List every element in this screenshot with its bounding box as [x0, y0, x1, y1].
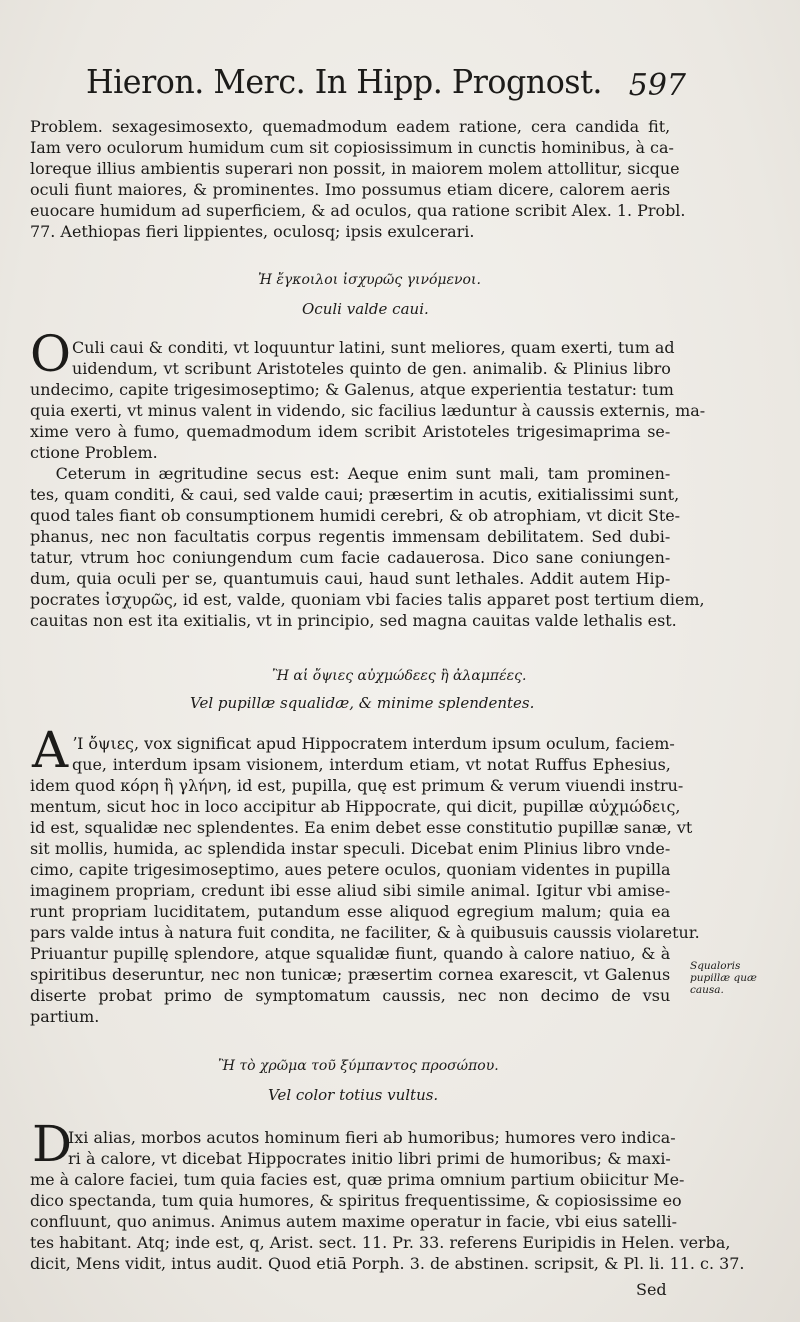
- drop-cap: A: [32, 721, 69, 779]
- text-line: imaginem propriam, credunt ibi esse aliud sibi simile animal. Igitur vbi amise-: [30, 881, 671, 900]
- text-line: euocare humidum ad superficiem, & ad oculos, qua ratione scribit Alex. 1. Probl.: [30, 201, 686, 220]
- text-block-section3-cap: [68, 1127, 680, 1169]
- text-line: Priuantur pupillę splendore, atque squalidæ fiunt, quando à calore natiuo, & à: [30, 944, 671, 963]
- text-line: Ixi alias, morbos acutos hominum fieri ab humoribus; humores vero indica-: [68, 1128, 676, 1147]
- text-line: xime vero à fumo, quemadmodum idem scribit Aristoteles trigesimaprima se-: [30, 422, 671, 441]
- text-block-section2: [30, 775, 700, 1027]
- text-line: que, interdum ipsam visionem, interdum etiam, vt notat Ruffus Ephesius,: [72, 755, 671, 774]
- text-line: pocrates ἰσχυρῶς, id est, valde, quoniam vbi facies talis apparet post tertium diem,: [30, 590, 705, 609]
- text-line: pars valde intus à natura fuit condita, ne faciliter, & à quibusuis caussis violaretur.: [30, 923, 700, 942]
- text-line: ctione Problem.: [30, 443, 158, 462]
- text-line: confluunt, quo animus. Animus autem maxime operatur in facie, vbi eius satelli-: [30, 1212, 678, 1231]
- text-line: Problem. sexagesimosexto, quemadmodum eadem ratione, cera candida fit,: [30, 117, 671, 136]
- text-line: id est, squalidæ nec splendentes. Ea enim debet esse constitutio pupillæ sanæ, vt: [30, 818, 693, 837]
- margin-note-line: Squaloris: [690, 960, 741, 972]
- page-number: 597: [628, 68, 686, 103]
- text-line: phanus, nec non facultatis corpus regentis immensam debilitatem. Sed dubi-: [30, 527, 671, 546]
- text-line: quia exerti, vt minus valent in videndo, sic facilius læduntur à caussis externis, ma-: [30, 401, 706, 420]
- text-block-section1: [30, 379, 706, 631]
- text-line: tes, quam conditi, & caui, sed valde caui; præsertim in acutis, exitialissimi sunt,: [30, 485, 680, 504]
- text-line: tes habitant. Atq; inde est, q, Arist. sect. 11. Pr. 33. referens Euripidis in Helen. verba,: [30, 1233, 731, 1252]
- text-line: 77. Aethiopas fieri lippientes, oculosq; ipsis exulcerari.: [30, 222, 475, 241]
- text-line: runt propriam luciditatem, putandum esse aliquod egregium malum; quia ea: [30, 902, 671, 921]
- text-block-1: [30, 116, 686, 242]
- text-line: loreque illius ambientis superari non possit, in maiorem molem attollitur, sicque: [30, 159, 680, 178]
- text-line: cauitas non est ita exitialis, vt in principio, sed magna cauitas valde lethalis est.: [30, 611, 677, 630]
- catchword: Sed: [636, 1280, 667, 1299]
- text-block-section3: [30, 1169, 745, 1274]
- page-header: [86, 62, 686, 114]
- text-line: ʼΙ ὄψιες, vox significat apud Hippocratem interdum ipsum oculum, faciem-: [72, 734, 675, 753]
- margin-note: [690, 960, 757, 996]
- text-line: cimo, capite trigesimoseptimo, aues petere oculos, quoniam videntes in pupilla: [30, 860, 671, 879]
- text-line: dico spectanda, tum quia humores, & spiritus frequentissime, & copiosissime eo: [30, 1191, 682, 1210]
- text-line: sit mollis, humida, ac splendida instar speculi. Dicebat enim Plinius libro vnde-: [30, 839, 671, 858]
- text-line: ri à calore, vt dicebat Hippocrates initio libri primi de humoribus; & maxi-: [68, 1149, 671, 1168]
- latin-lemma: Vel color totius vultus.: [268, 1086, 439, 1104]
- text-line: tatur, vtrum hoc coniungendum cum facie cadauerosa. Dico sane coniungen-: [30, 548, 671, 567]
- text-line: oculi fiunt maiores, & prominentes. Imo possumus etiam dicere, calorem aeris: [30, 180, 671, 199]
- text-line: dicit, Mens vidit, intus audit. Quod etiā Porph. 3. de abstinen. scripsit, & Pl. li. 11. c. 37.: [30, 1254, 745, 1273]
- text-line: dum, quia oculi per se, quantumuis caui, haud sunt lethales. Addit autem Hip-: [30, 569, 671, 588]
- text-line: me à calore faciei, tum quia facies est, quæ prima omnium partium obiicitur Me-: [30, 1170, 685, 1189]
- text-line: uidendum, vt scribunt Aristoteles quinto de gen. animalib. & Plinius libro: [72, 359, 671, 378]
- text-block-section1-cap: [72, 337, 680, 379]
- text-line: undecimo, capite trigesimoseptimo; & Galenus, atque experientia testatur: tum: [30, 380, 674, 399]
- greek-lemma: Ἢ τὸ χρῶμα τοῦ ξύμπαντος προσώπου.: [218, 1058, 499, 1074]
- text-line: Iam vero oculorum humidum cum sit copiosissimum in cunctis hominibus, à ca-: [30, 138, 674, 157]
- text-block-section2-cap: [72, 733, 680, 775]
- text-line: idem quod κόρη ἢ γλήνη, id est, pupilla, quę est primum & verum viuendi instru-: [30, 776, 684, 795]
- drop-cap: D: [32, 1115, 73, 1173]
- text-line: Ceterum in ægritudine secus est: Aeque enim sunt mali, tam prominen-: [55, 464, 671, 483]
- drop-cap: O: [30, 325, 71, 383]
- margin-note-line: causa.: [690, 984, 724, 996]
- greek-lemma: Ἠ ἔγκοιλοι ἰσχυρῶς γινόμενοι.: [258, 272, 481, 288]
- greek-lemma: Ἢ αἱ ὄψιες αὐχμώδεες ἢ ἀλαμπέες.: [272, 668, 527, 684]
- text-line: mentum, sicut hoc in loco accipitur ab Hippocrate, qui dicit, pupillæ αὐχμώδεις,: [30, 797, 681, 816]
- text-line: spiritibus deseruntur, nec non tunicæ; præsertim cornea exarescit, vt Galenus: [30, 965, 671, 984]
- text-line: partium.: [30, 1007, 100, 1026]
- text-line: diserte probat primo de symptomatum caussis, nec non decimo de vsu: [30, 986, 671, 1005]
- text-line: quod tales fiant ob consumptionem humidi cerebri, & ob atrophiam, vt dicit Ste-: [30, 506, 681, 525]
- margin-note-line: pupillæ quæ: [690, 972, 757, 984]
- latin-lemma: Oculi valde caui.: [302, 300, 429, 318]
- latin-lemma: Vel pupillæ squalidæ, & minime splendentes.: [190, 694, 535, 712]
- text-line: Culi caui & conditi, vt loquuntur latini, sunt meliores, quam exerti, tum ad: [72, 338, 675, 357]
- running-title: Hieron. Merc. In Hipp. Prognost.: [86, 62, 602, 101]
